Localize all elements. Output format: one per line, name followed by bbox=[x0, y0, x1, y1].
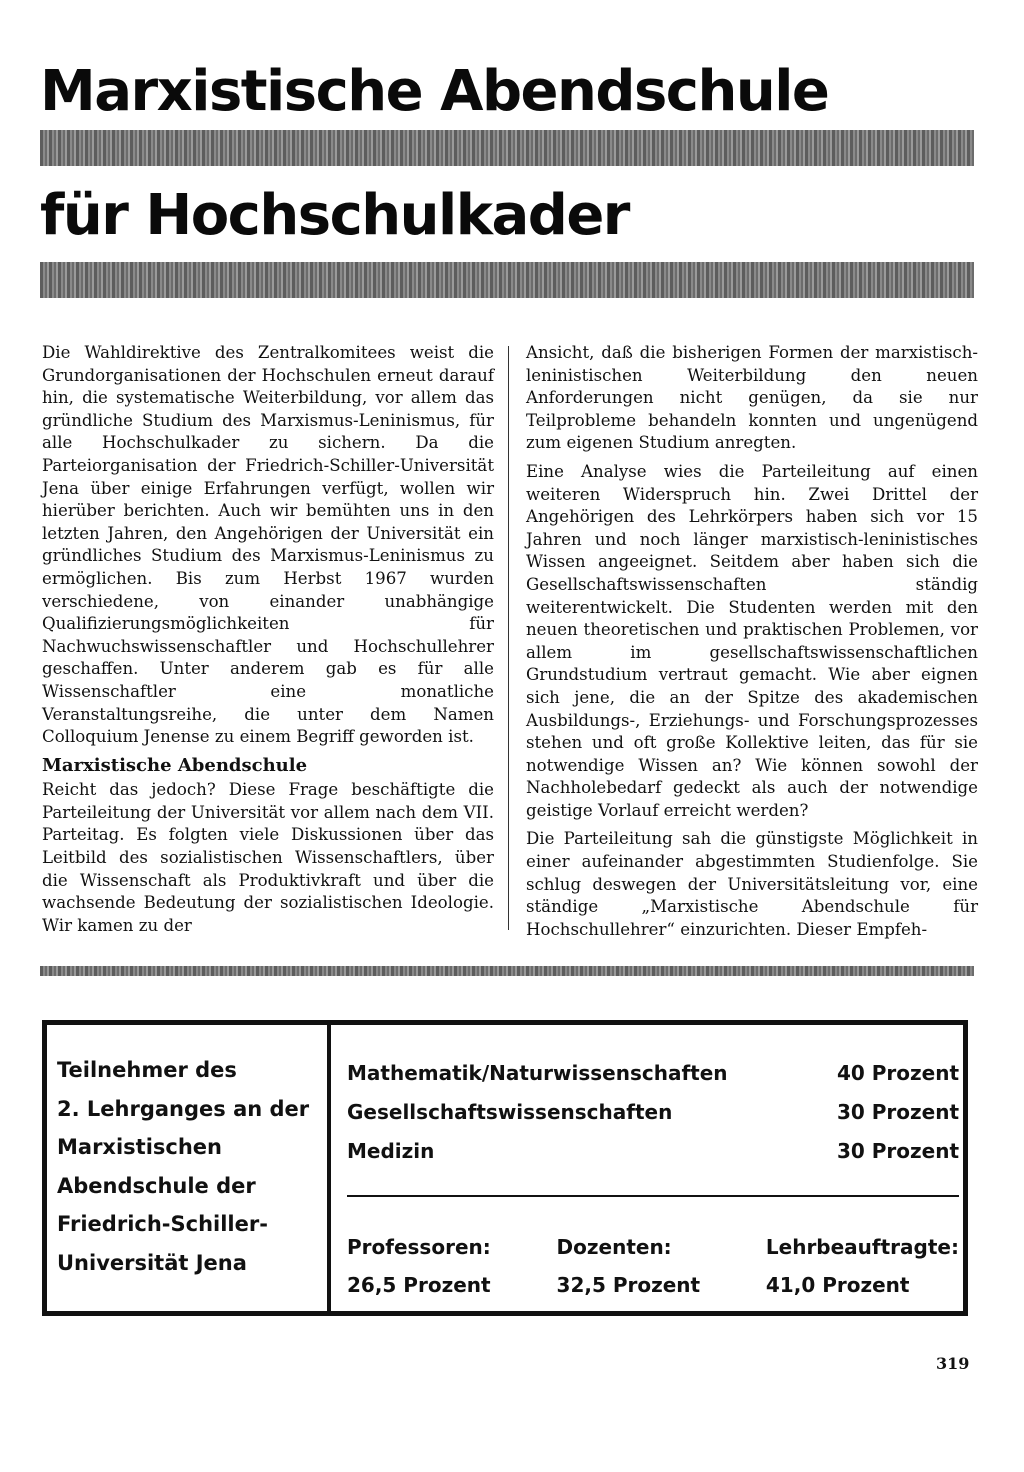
staff-item bbox=[766, 1235, 959, 1311]
decorative-band-3 bbox=[40, 966, 974, 976]
field-value: 30 Prozent bbox=[836, 1139, 959, 1163]
field-name: Mathematik/Naturwissenschaften bbox=[347, 1061, 728, 1085]
field-distribution bbox=[347, 1061, 959, 1178]
paragraph: Die Wahldirektive des Zentralkomitees weist die Grundorganisationen der Hochschulen erneut darauf hin, die systematische Weiterbildung, vor allem das gründliche Studium des Marxismus-Leninismus, für alle Hochschulkader zu sichern. Da die Parteiorganisation der Friedrich-Schiller-Universität Jena über einige Erfahrungen verfügt, wollen wir hierüber berichten. Auch wir bemühten uns in den letzten Jahren, den Angehörigen der Universität ein gründliches Studium des Marxismus-Leninismus zu ermöglichen. Bis zum Herbst 1967 wurden verschiedene, von einander unabhängige Qualifizierungsmöglichkeiten für Nachwuchswissenschaftler und Hochschullehrer geschaffen. Unter anderem gab es für alle Wissenschaftler eine monatliche Veranstaltungsreihe, die unter dem Namen Colloquium Jenense zu einem Begriff geworden ist. bbox=[42, 343, 494, 747]
paragraph: Ansicht, daß die bisherigen Formen der marxistisch-leninistischen Weiterbildung den neuen Anforderungen nicht genügen, da sie nur Teilprobleme behandeln konnten und ungenügend zum eigenen Studium anregten. bbox=[526, 343, 978, 453]
field-row bbox=[347, 1100, 959, 1139]
field-name: Gesellschaftswissenschaften bbox=[347, 1100, 673, 1124]
info-box-divider bbox=[327, 1025, 331, 1311]
article-column-right bbox=[526, 342, 978, 947]
paragraph: Eine Analyse wies die Parteileitung auf einen weiteren Widerspruch hin. Zwei Drittel der Angehörigen des Lehrkörpers haben sich vor 15 Jahren und noch länger marxistisch-leninistisches Wissen angeeignet. Seitdem aber haben sich die Gesellschaftswissenschaften ständig weiterentwickelt. Die Studenten werden mit den neuen theoretischen und praktischen Problemen, vor allem im gesellschaftswissenschaftlichen Grundstudium vertraut gemacht. Wie aber eignen sich jene, die an der Spitze des akademischen Ausbildungs-, Erziehungs- und Forschungsprozesses stehen und oft große Kollektive leiten, das für sie notwendige Wissen an? Wie können sowohl der Nachholebedarf gedeckt als auch der notwendige geistige Vorlauf erreicht werden? bbox=[526, 461, 978, 820]
staff-value: 32,5 Prozent bbox=[556, 1273, 701, 1297]
decorative-band-1 bbox=[40, 130, 974, 166]
info-box-label bbox=[57, 1051, 317, 1282]
title-line-1: Marxistische Abendschule bbox=[40, 59, 829, 124]
column-divider bbox=[508, 346, 509, 930]
staff-item bbox=[347, 1235, 491, 1311]
info-box-label-line: Universität Jena bbox=[57, 1250, 247, 1275]
field-name: Medizin bbox=[347, 1139, 435, 1163]
staff-item bbox=[557, 1235, 701, 1311]
staff-role: Dozenten: bbox=[556, 1235, 672, 1259]
staff-distribution bbox=[347, 1235, 959, 1311]
field-row bbox=[347, 1061, 959, 1100]
article-column-left bbox=[42, 342, 494, 943]
field-value: 30 Prozent bbox=[836, 1100, 959, 1124]
staff-role: Lehrbeauftragte: bbox=[765, 1235, 959, 1259]
field-value: 40 Prozent bbox=[836, 1061, 959, 1085]
page-number: 319 bbox=[936, 1354, 970, 1373]
info-box-label-line: Abendschule der bbox=[57, 1173, 256, 1198]
paragraph: Reicht das jedoch? Diese Frage beschäftigte die Parteileitung der Universität vor allem nach dem VII. Parteitag. Es folgten viele Diskussionen über das Leitbild des sozialistischen Wissenschaftlers, über die Wissenschaft als Produktivkraft und über die wachsende Bedeutung der sozialistischen Ideologie. Wir kamen zu der bbox=[42, 780, 494, 935]
staff-value: 26,5 Prozent bbox=[347, 1273, 491, 1297]
info-box-label-line: 2. Lehrganges an der bbox=[57, 1096, 310, 1121]
info-box-label-line: Marxistischen bbox=[57, 1135, 222, 1159]
decorative-band-2 bbox=[40, 262, 974, 298]
staff-role: Professoren: bbox=[347, 1235, 491, 1259]
info-box-label-line: Teilnehmer des bbox=[57, 1058, 237, 1082]
field-row bbox=[347, 1139, 959, 1178]
info-box bbox=[42, 1020, 968, 1316]
title-line-2: für Hochschulkader bbox=[40, 183, 629, 248]
info-box-label-line: Friedrich-Schiller- bbox=[57, 1212, 268, 1236]
staff-value: 41,0 Prozent bbox=[765, 1273, 910, 1297]
section-subheading: Marxistische Abendschule bbox=[42, 754, 308, 776]
info-box-rule bbox=[347, 1195, 959, 1197]
paragraph: Die Parteileitung sah die günstigste Möglichkeit in einer aufeinander abgestimmten Studienfolge. Sie schlug deswegen der Universitätsleitung vor, eine ständige „Marxistische Abendschule für Hochschullehrer“ einzurichten. Dieser Empfeh- bbox=[526, 829, 978, 939]
